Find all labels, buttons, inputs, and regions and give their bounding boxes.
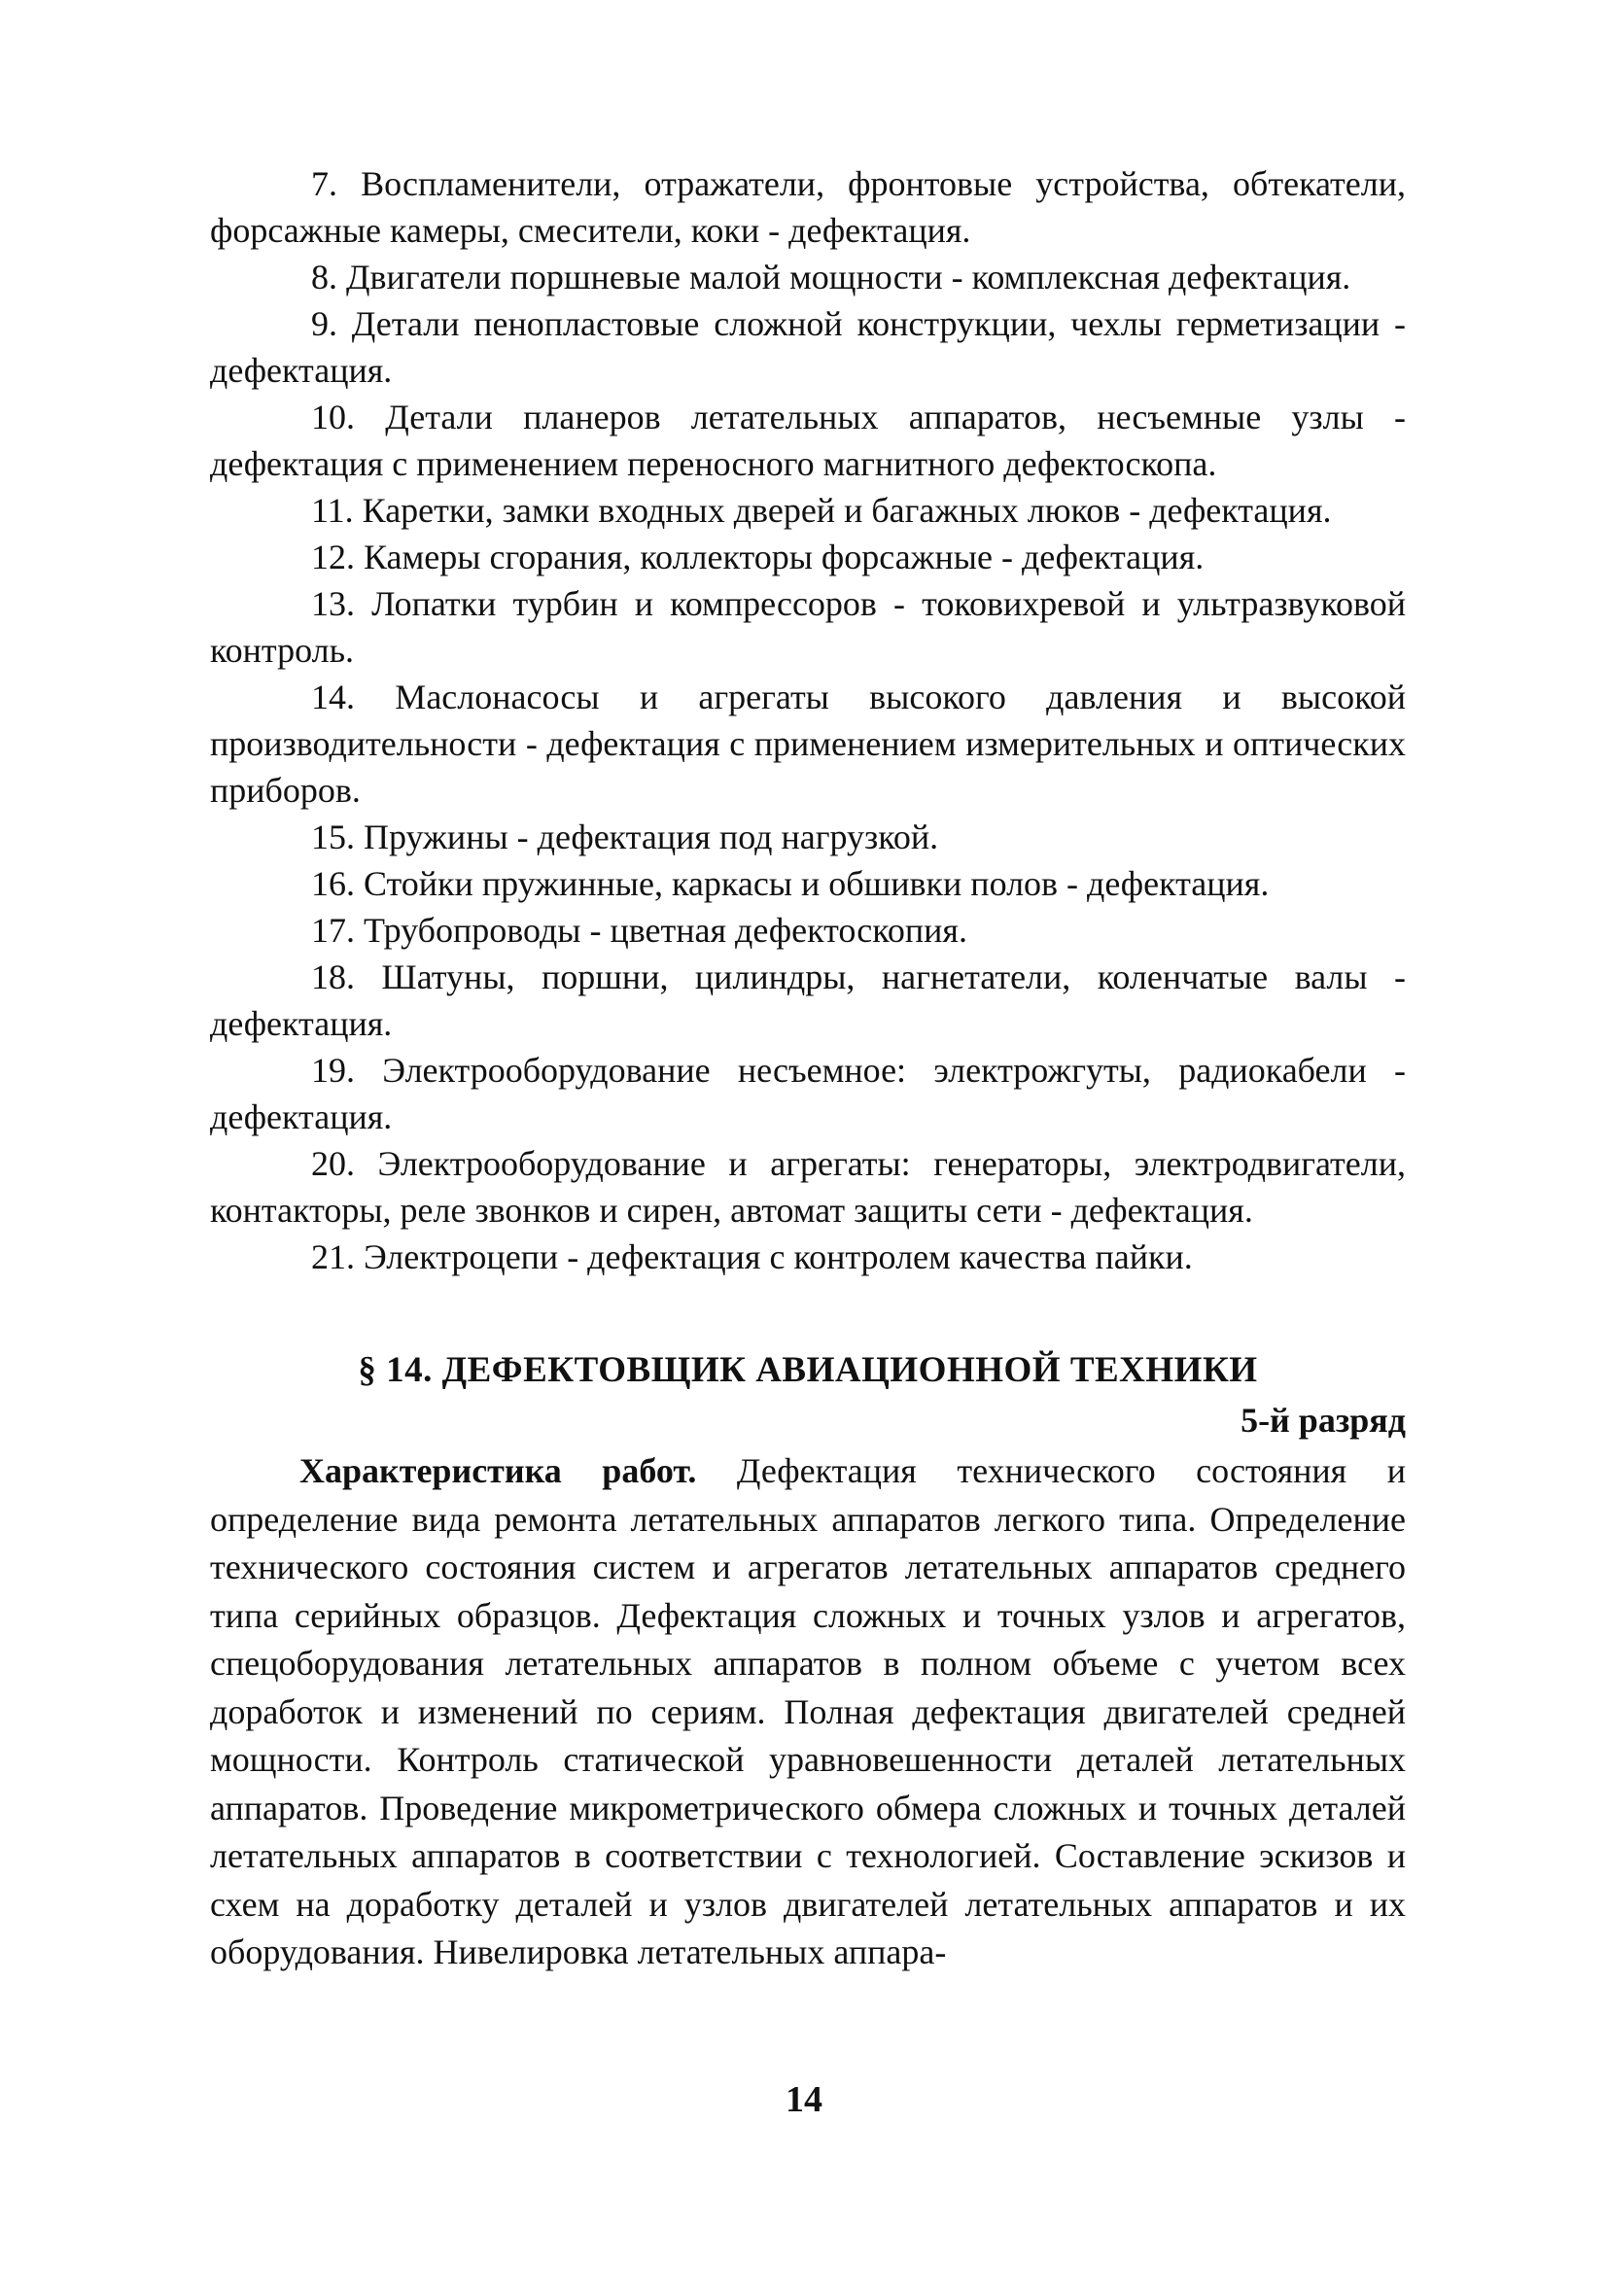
list-item-9: 9. Детали пенопластовые сложной конструкции, чехлы герметизации - дефектация. [210, 304, 1406, 390]
characteristic-paragraph [210, 1447, 1406, 1977]
document-page [210, 160, 1406, 1977]
list-item-14: 14. Маслонасосы и агрегаты высокого давления и высокой производительности - дефектация с применением измерительных и оптических приборов. [210, 678, 1406, 810]
list-item-7: 7. Воспламенители, отражатели, фронтовые устройства, обтекатели, форсажные камеры, смесители, коки - дефектация. [210, 164, 1406, 250]
list-item-13: 13. Лопатки турбин и компрессоров - токовихревой и ультразвуковой контроль. [210, 584, 1406, 670]
list-item-12: 12. Камеры сгорания, коллекторы форсажные - дефектация. [311, 538, 1205, 576]
list-item-21: 21. Электроцепи - дефектация с контролем качества пайки. [311, 1237, 1193, 1276]
list-item-18: 18. Шатуны, поршни, цилиндры, нагнетатели, коленчатые валы - дефектация. [210, 957, 1406, 1043]
list-item-20: 20. Электрооборудование и агрегаты: генераторы, электродвигатели, контакторы, реле звонков и сирен, автомат защиты сети - дефектация. [210, 1144, 1406, 1230]
list-item-19: 19. Электрооборудование несъемное: электрожгуты, радиокабели - дефектация. [210, 1051, 1406, 1136]
list-item-8: 8. Двигатели поршневые малой мощности - комплексная дефектация. [311, 258, 1351, 296]
characteristic-label: Характеристика работ. [299, 1451, 697, 1490]
list-item-17: 17. Трубопроводы - цветная дефектоскопия. [311, 911, 967, 950]
characteristic-text: Дефектация технического состояния и определение вида ремонта летательных аппаратов легкого типа. Определение технического состояния систем и агрегатов летательных аппаратов среднего типа серийных образцов. Дефектация сложных и точных узлов и агрегатов, спецоборудования летательных аппаратов в полном объеме с учетом всех доработок и изменений по сериям. Полная дефектация двигателей средней мощности. Контроль статической уравновешенности деталей летательных аппаратов. Проведение микрометрического обмера сложных и точных деталей летательных аппаратов в соответствии с технологией. Составление эскизов и схем на доработку деталей и узлов двигателей летательных аппаратов и их оборудования. Нивелировка летательных аппара- [210, 1451, 1406, 1971]
list-item-16: 16. Стойки пружинные, каркасы и обшивки полов - дефектация. [311, 864, 1270, 903]
section-title: § 14. ДЕФЕКТОВЩИК АВИАЦИОННОЙ ТЕХНИКИ [358, 1350, 1258, 1390]
list-item-10: 10. Детали планеров летательных аппаратов, несъемные узлы - дефектация с применением переносного магнитного дефектоскопа. [210, 398, 1406, 483]
grade-label: 5-й разряд [1241, 1401, 1406, 1440]
page-number: 14 [786, 2079, 822, 2120]
list-item-15: 15. Пружины - дефектация под нагрузкой. [311, 818, 939, 856]
list-item-11: 11. Каретки, замки входных дверей и багажных люков - дефектация. [311, 491, 1332, 530]
